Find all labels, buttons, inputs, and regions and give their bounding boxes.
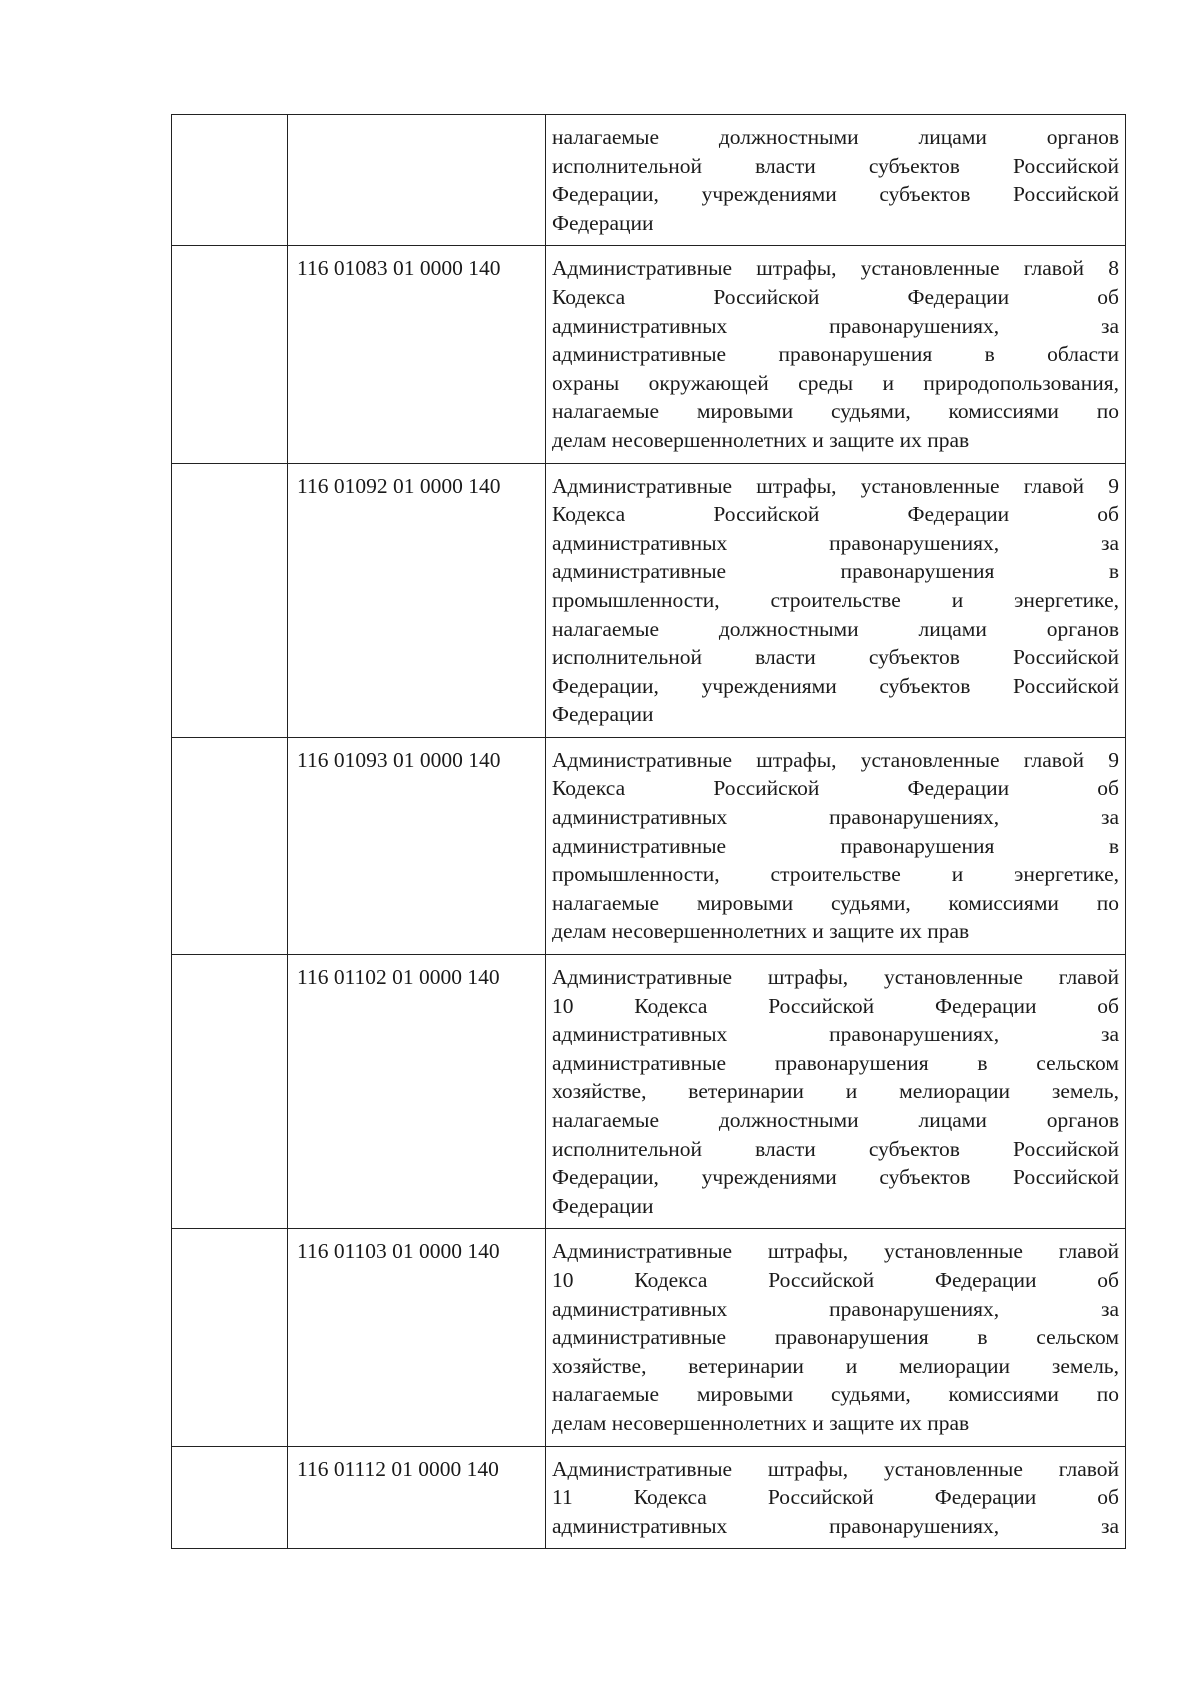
revenue-description-cell — [546, 1229, 1126, 1446]
description-line: Административные штрафы, установленные главой 9 — [552, 473, 1119, 498]
table-row — [172, 246, 1126, 463]
description-line: Федерации — [552, 1193, 654, 1218]
description-line: административные правонарушения в — [552, 559, 1119, 584]
description-line: административные правонарушения в области — [552, 342, 1119, 367]
description-line: охраны окружающей среды и природопользования, — [552, 370, 1119, 395]
description-line: административные правонарушения в — [552, 833, 1119, 858]
description-line: административные правонарушения в сельском — [552, 1325, 1119, 1350]
description-line: Федерации, учреждениями субъектов Российской — [552, 673, 1119, 698]
revenue-description-cell — [546, 246, 1126, 463]
description-line: административных правонарушениях, за — [552, 1022, 1119, 1047]
revenue-description-cell — [546, 737, 1126, 954]
table-body — [172, 115, 1126, 1549]
revenue-description-cell — [546, 463, 1126, 737]
classification-code-cell: 116 01093 01 0000 140 — [288, 737, 546, 954]
description-line: делам несовершеннолетних и защите их прав — [552, 427, 970, 452]
description-line: административных правонарушениях, за — [552, 313, 1119, 338]
budget-classification-table — [171, 114, 1126, 1549]
description-line: Административные штрафы, установленные главой — [552, 1239, 1119, 1264]
description-line: делам несовершеннолетних и защите их прав — [552, 1410, 970, 1435]
description-line: Федерации, учреждениями субъектов Российской — [552, 1165, 1119, 1190]
revenue-description-cell — [546, 115, 1126, 246]
description-line: исполнительной власти субъектов Российской — [552, 1136, 1119, 1161]
description-line: Кодекса Российской Федерации об — [552, 284, 1119, 309]
classification-code-cell: 116 01083 01 0000 140 — [288, 246, 546, 463]
description-line: делам несовершеннолетних и защите их прав — [552, 919, 970, 944]
description-line: Кодекса Российской Федерации об — [552, 776, 1119, 801]
table-row — [172, 1229, 1126, 1446]
description-line: Федерации, учреждениями субъектов Российской — [552, 182, 1119, 207]
description-line: Административные штрафы, установленные главой 9 — [552, 747, 1119, 772]
row-number-cell — [172, 463, 288, 737]
description-line: налагаемые должностными лицами органов — [552, 616, 1119, 641]
row-number-cell — [172, 246, 288, 463]
revenue-description-cell — [546, 1446, 1126, 1549]
description-line: налагаемые должностными лицами органов — [552, 1108, 1119, 1132]
description-line: промышленности, строительстве и энергетике, — [552, 862, 1119, 887]
table-row — [172, 1446, 1126, 1549]
description-line: Административные штрафы, установленные главой — [552, 1456, 1119, 1481]
description-line: исполнительной власти субъектов Российской — [552, 153, 1119, 178]
table-row — [172, 955, 1126, 1229]
row-number-cell — [172, 737, 288, 954]
row-number-cell — [172, 1229, 288, 1446]
table-row — [172, 463, 1126, 737]
description-line: Кодекса Российской Федерации об — [552, 502, 1119, 527]
description-line: Административные штрафы, установленные главой — [552, 965, 1119, 990]
table-row — [172, 115, 1126, 246]
classification-code-cell: 116 01102 01 0000 140 — [288, 955, 546, 1229]
description-line: Федерации — [552, 702, 654, 727]
description-line: Федерации — [552, 210, 654, 235]
description-line: административных правонарушениях, за — [552, 1296, 1119, 1321]
description-line: налагаемые мировыми судьями, комиссиями по — [552, 399, 1119, 424]
classification-code-cell — [288, 115, 546, 246]
description-line: налагаемые мировыми судьями, комиссиями по — [552, 890, 1119, 915]
description-line: промышленности, строительстве и энергетике, — [552, 587, 1119, 612]
classification-code-cell: 116 01112 01 0000 140 — [288, 1446, 546, 1549]
description-line: административные правонарушения в сельском — [552, 1050, 1119, 1075]
description-line: налагаемые должностными лицами органов — [552, 125, 1119, 149]
revenue-description-cell — [546, 955, 1126, 1229]
description-line: налагаемые мировыми судьями, комиссиями по — [552, 1382, 1119, 1407]
row-number-cell — [172, 115, 288, 246]
description-line: 11 Кодекса Российской Федерации об — [552, 1485, 1119, 1510]
table-row — [172, 737, 1126, 954]
description-line: административных правонарушениях, за — [552, 805, 1119, 830]
description-line: 10 Кодекса Российской Федерации об — [552, 1267, 1119, 1292]
classification-code-cell: 116 01092 01 0000 140 — [288, 463, 546, 737]
description-line: 10 Кодекса Российской Федерации об — [552, 993, 1119, 1018]
description-line: Административные штрафы, установленные главой 8 — [552, 256, 1119, 281]
description-line: хозяйстве, ветеринарии и мелиорации земель, — [552, 1079, 1119, 1104]
description-line: административных правонарушениях, за — [552, 1513, 1119, 1538]
description-line: административных правонарушениях, за — [552, 530, 1119, 555]
row-number-cell — [172, 1446, 288, 1549]
description-line: исполнительной власти субъектов Российской — [552, 645, 1119, 670]
description-line: хозяйстве, ветеринарии и мелиорации земель, — [552, 1353, 1119, 1378]
row-number-cell — [172, 955, 288, 1229]
classification-code-cell: 116 01103 01 0000 140 — [288, 1229, 546, 1446]
